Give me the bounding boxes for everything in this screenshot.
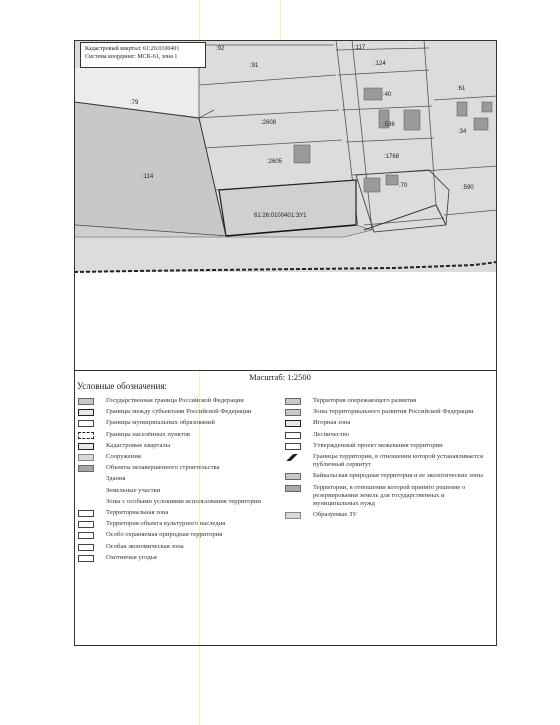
legend-item-label: Здания [106, 475, 126, 483]
legend-left-column [78, 397, 274, 565]
legend-symbol-icon [78, 409, 94, 416]
legend-item [78, 408, 274, 416]
parcel-label: :70 [399, 183, 408, 189]
legend-symbol-icon [78, 443, 94, 450]
parcel-label: :536 [383, 122, 395, 128]
parcel-label: :114 [142, 174, 154, 180]
legend-item-label: Территория объекта культурного наследия [106, 520, 226, 528]
legend-symbol-icon [78, 521, 94, 528]
legend-item-label: Зоны с особыми условиями использования территории [106, 497, 261, 505]
parcel-label: :124 [374, 61, 386, 67]
legend-item [285, 484, 490, 509]
legend-symbol-icon [285, 454, 301, 461]
legend-item-label: Игорная зона [313, 419, 351, 427]
frame-divider [75, 370, 496, 371]
legend-symbol-icon [78, 432, 94, 439]
legend-item-label: Сооружения [106, 453, 141, 461]
map-scale: Масштаб: 1:2500 [249, 372, 311, 382]
legend-item-label: Границы муниципальных образований [106, 419, 215, 427]
legend-item [78, 453, 274, 461]
legend-item-label: Образуемые ЗУ [313, 511, 357, 519]
legend-item [285, 453, 490, 469]
parcel-label: :34 [458, 129, 467, 135]
legend-symbol-icon [78, 499, 94, 506]
legend-item [78, 397, 274, 405]
legend-item [78, 520, 274, 528]
legend-symbol-icon [285, 485, 301, 492]
legend-symbol-icon [78, 465, 94, 472]
legend-item [78, 464, 274, 472]
legend-symbol-icon [78, 544, 94, 551]
legend-item [285, 431, 490, 439]
legend-item [285, 408, 490, 416]
parcel-label: :2605 [267, 159, 283, 165]
legend-item [78, 475, 274, 483]
legend-symbol-icon [285, 443, 301, 450]
legend-item [285, 511, 490, 519]
legend-item [78, 419, 274, 427]
legend-symbol-icon [78, 555, 94, 562]
parcel-label: :91 [250, 63, 259, 69]
legend-item [78, 487, 274, 495]
legend-symbol-icon [78, 454, 94, 461]
legend-item-label: Территории, в отношении которой принято решение о резервировании земель для государственных и муниципальных нужд [313, 483, 466, 508]
legend-item [78, 531, 274, 539]
cadastral-quarter-text: Кадастровый квартал: 61:26:0100401 [85, 46, 180, 52]
legend-item [78, 442, 274, 450]
coordinate-system-text: Система координат: МСК-61, зона 1 [85, 54, 178, 60]
legend-symbol-icon [78, 398, 94, 405]
parcel-label: :2608 [261, 120, 277, 126]
legend-item [78, 554, 274, 562]
parcel-label: :1768 [384, 154, 400, 160]
legend-item [285, 472, 490, 480]
legend-item [285, 442, 490, 450]
legend-symbol-icon [285, 398, 301, 405]
legend-item-label: Государственная граница Российской Федерации [106, 397, 244, 404]
legend-item-label: Объекты незавершенного строительства [106, 464, 220, 472]
parcel-label-zu1: 61:26:0100401:ЗУ1 [254, 213, 307, 219]
legend-symbol-icon [78, 420, 94, 427]
legend-symbol-icon [78, 510, 94, 517]
legend-symbol-icon [285, 420, 301, 427]
legend-item-label: Территориальная зона [106, 509, 169, 517]
parcel-label: :40 [383, 92, 392, 98]
legend-symbol-icon [285, 432, 301, 439]
legend-item-label: Земельные участки [106, 486, 161, 494]
legend-item-label: Зоны территориального развития Российской Федерации [313, 408, 474, 416]
legend-right-column [285, 397, 490, 522]
parcel-label: :117 [354, 45, 366, 51]
legend-item [78, 509, 274, 517]
parcel-label: :590 [462, 185, 474, 191]
legend-symbol-icon [78, 488, 94, 495]
legend-item [78, 543, 274, 551]
legend-symbol-icon [78, 476, 94, 483]
legend-item-label: Границы населённых пунктов [106, 430, 190, 438]
legend-item-label: Кадастровые кварталы [106, 441, 171, 449]
legend-symbol-icon [285, 473, 301, 480]
legend-item [285, 397, 490, 405]
legend-item-label: Границы между субъектами Российской Федерации [106, 408, 252, 416]
legend-item-label: Особая экономическая зона [106, 542, 184, 550]
legend-symbol-icon [78, 532, 94, 539]
legend-item-label: Лесничество [313, 430, 350, 438]
parcel-label: :61 [457, 86, 466, 92]
legend-item [78, 498, 274, 506]
legend-item-label: Охотничьи угодья [106, 553, 157, 561]
scan-guide-line [280, 0, 281, 40]
parcel-label: :92 [216, 46, 225, 52]
parcel-label: :79 [130, 100, 139, 106]
legend-item-label: Утвержденный проект межевания территории [313, 441, 443, 449]
legend-item-label: Территория опережающего развития [313, 397, 417, 404]
legend-item [78, 431, 274, 439]
legend-title: Условные обозначения: [77, 381, 168, 391]
legend-item-label: Границы территории, в отношении которой устанавливается публичный сервитут [313, 453, 484, 469]
legend-item-label: Байкальская природная территория и ее экологические зоны [313, 472, 483, 480]
legend-symbol-icon [285, 409, 301, 416]
legend-item [285, 419, 490, 427]
legend-item-label: Особо охраняемая природная территория [106, 531, 223, 539]
legend-symbol-icon [285, 512, 301, 519]
